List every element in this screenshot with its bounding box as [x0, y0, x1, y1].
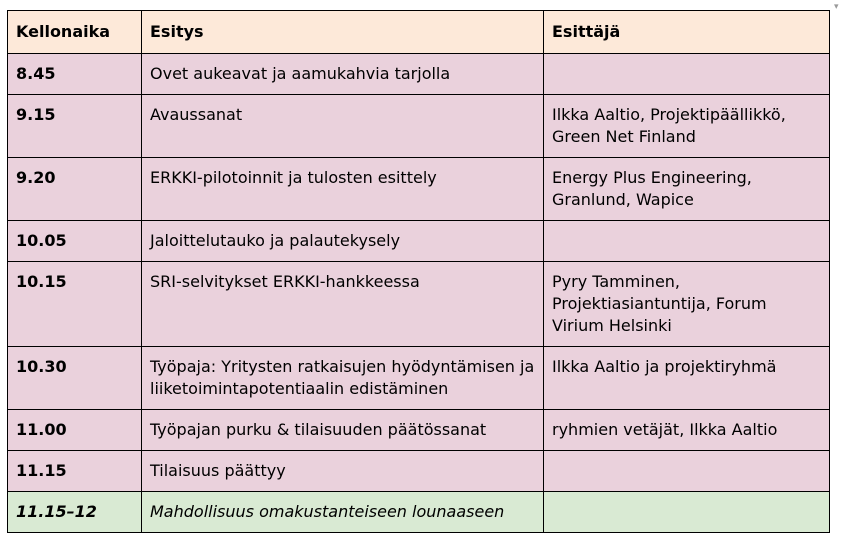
header-time: Kellonaika [8, 11, 142, 54]
table-row [8, 347, 830, 410]
agenda-table [7, 10, 830, 533]
program-cell: Työpajan purku & tilaisuuden päätössanat [142, 410, 544, 451]
table-row [8, 158, 830, 221]
program-cell: Tilaisuus päättyy [142, 451, 544, 492]
header-program: Esitys [142, 11, 544, 54]
time-cell: 9.15 [8, 95, 142, 158]
presenter-cell [544, 54, 830, 95]
program-cell: Mahdollisuus omakustanteiseen lounaaseen [142, 492, 544, 533]
time-cell: 10.15 [8, 262, 142, 347]
table-options-icon[interactable]: ▾ [834, 2, 839, 12]
table-row [8, 221, 830, 262]
time-cell: 11.15–12 [8, 492, 142, 533]
presenter-cell [544, 492, 830, 533]
program-cell: Työpaja: Yritysten ratkaisujen hyödyntämisen ja liiketoimintapotentiaalin edistäminen [142, 347, 544, 410]
table-row [8, 262, 830, 347]
presenter-cell: Ilkka Aaltio ja projektiryhmä [544, 347, 830, 410]
header-presenter: Esittäjä [544, 11, 830, 54]
table-row [8, 54, 830, 95]
table-row [8, 95, 830, 158]
lunch-row [8, 492, 830, 533]
program-cell: SRI-selvitykset ERKKI-hankkeessa [142, 262, 544, 347]
agenda-table-container [7, 10, 830, 533]
time-cell: 11.15 [8, 451, 142, 492]
program-cell: Ovet aukeavat ja aamukahvia tarjolla [142, 54, 544, 95]
program-cell: ERKKI-pilotoinnit ja tulosten esittely [142, 158, 544, 221]
program-cell: Avaussanat [142, 95, 544, 158]
table-row [8, 451, 830, 492]
time-cell: 10.05 [8, 221, 142, 262]
presenter-cell: Pyry Tamminen, Projektiasiantuntija, Forum Virium Helsinki [544, 262, 830, 347]
time-cell: 8.45 [8, 54, 142, 95]
time-cell: 10.30 [8, 347, 142, 410]
time-cell: 9.20 [8, 158, 142, 221]
presenter-cell: Energy Plus Engineering, Granlund, Wapice [544, 158, 830, 221]
time-cell: 11.00 [8, 410, 142, 451]
presenter-cell [544, 451, 830, 492]
table-row [8, 410, 830, 451]
header-row [8, 11, 830, 54]
program-cell: Jaloittelutauko ja palautekysely [142, 221, 544, 262]
presenter-cell: Ilkka Aaltio, Projektipäällikkö, Green Net Finland [544, 95, 830, 158]
presenter-cell [544, 221, 830, 262]
presenter-cell: ryhmien vetäjät, Ilkka Aaltio [544, 410, 830, 451]
